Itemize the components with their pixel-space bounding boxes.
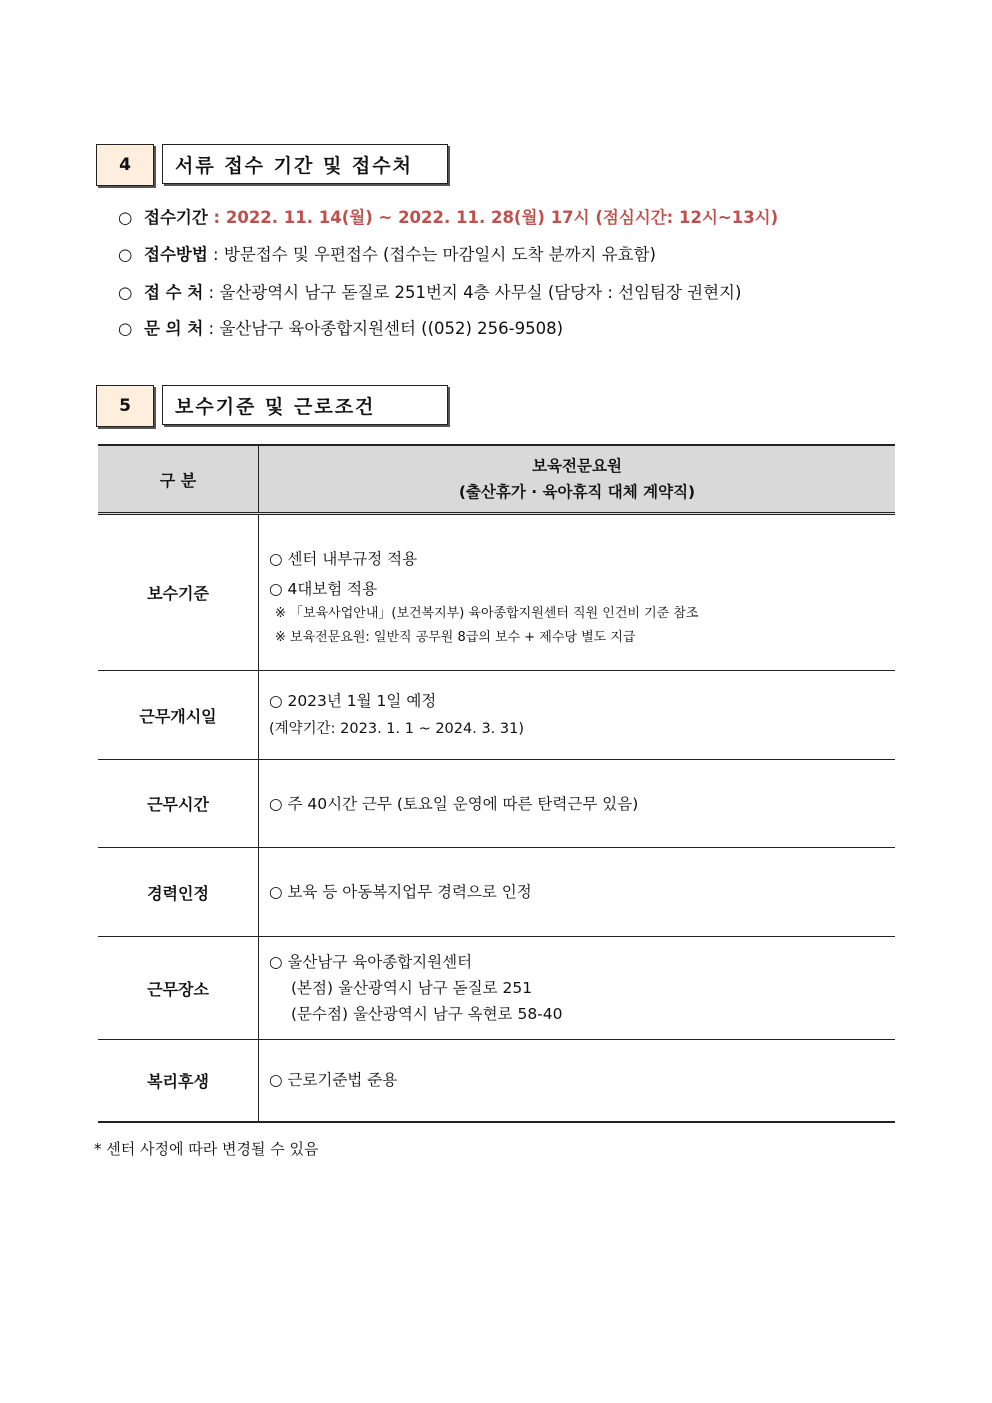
circle-bullet: ○ — [118, 208, 133, 227]
circle-bullet: ○ — [118, 283, 133, 302]
info-item-contact — [118, 319, 938, 339]
section-title: 보수기준 및 근로조건 — [162, 385, 448, 425]
circle-bullet: ○ — [118, 319, 133, 338]
row-label-career: 경력인정 — [98, 848, 259, 937]
content-line: ○ 2023년 1월 1일 예정 — [269, 692, 437, 710]
row-content-start — [259, 671, 896, 760]
content-note: ※ 「보육사업안내」(보건복지부) 육아종합지원센터 직원 인건비 기준 참조 — [275, 605, 699, 621]
content-line: ○ 근로기준법 준용 — [269, 1071, 398, 1090]
info-item-period — [118, 208, 938, 228]
info-sep: : — [207, 208, 226, 227]
table-row — [98, 671, 895, 760]
info-label: 문 의 처 — [144, 319, 204, 338]
info-value: 2022. 11. 14(월) ~ 2022. 11. 28(월) 17시 (점심시간: 12시~13시) — [225, 208, 779, 227]
info-label: 접 수 처 — [144, 283, 204, 302]
info-sep: : — [207, 245, 224, 264]
row-label-welfare: 복리후생 — [98, 1040, 259, 1122]
content-line: ○ 센터 내부규정 적용 — [269, 549, 418, 568]
row-label-start: 근무개시일 — [98, 671, 259, 760]
table-row — [98, 1040, 895, 1122]
content-line: (계약기간: 2023. 1. 1 ~ 2024. 3. 31) — [269, 721, 525, 737]
table-header-row — [98, 445, 895, 514]
section-title: 서류 접수 기간 및 접수처 — [162, 144, 448, 184]
row-label-hours: 근무시간 — [98, 760, 259, 848]
content-line: ○ 울산남구 육아종합지원센터 — [269, 953, 473, 971]
info-sep: : — [203, 283, 220, 302]
content-line: ○ 보육 등 아동복지업무 경력으로 인정 — [269, 883, 532, 901]
info-sep: : — [203, 319, 220, 338]
table-row — [98, 760, 895, 848]
row-content-pay — [259, 514, 896, 671]
header-position-title: 보육전문요원 — [532, 457, 622, 475]
info-label: 접수방법 — [144, 245, 208, 264]
conditions-table — [98, 444, 895, 1123]
info-item-place — [118, 283, 938, 303]
section-number: 5 — [96, 385, 154, 427]
content-line: (본점) 울산광역시 남구 돋질로 251 — [291, 979, 533, 997]
table-row — [98, 848, 895, 937]
info-value: 방문접수 및 우편접수 (접수는 마감일시 도착 분까지 유효함) — [223, 245, 656, 264]
info-item-method — [118, 245, 938, 265]
header-position-sub: (출산휴가 · 육아휴직 대체 계약직) — [458, 483, 696, 501]
row-content-welfare — [259, 1040, 896, 1122]
content-line: ○ 4대보험 적용 — [269, 579, 378, 598]
row-content-place — [259, 937, 896, 1040]
table-row — [98, 514, 895, 671]
circle-bullet: ○ — [118, 245, 133, 264]
content-line: (문수점) 울산광역시 남구 옥현로 58-40 — [291, 1005, 563, 1023]
header-position — [259, 445, 896, 514]
row-content-career — [259, 848, 896, 937]
row-label-place: 근무장소 — [98, 937, 259, 1040]
footnote: * 센터 사정에 따라 변경될 수 있음 — [94, 1140, 319, 1158]
content-line: ○ 주 40시간 근무 (토요일 운영에 따른 탄력근무 있음) — [269, 794, 639, 813]
section-number: 4 — [96, 144, 154, 186]
table-row — [98, 937, 895, 1040]
row-content-hours — [259, 760, 896, 848]
header-category: 구 분 — [98, 445, 259, 514]
info-value: 울산남구 육아종합지원센터 ((052) 256-9508) — [219, 319, 564, 338]
row-label-pay: 보수기준 — [98, 514, 259, 671]
info-value: 울산광역시 남구 돋질로 251번지 4층 사무실 (담당자 : 선임팀장 권현지) — [219, 283, 742, 302]
info-label: 접수기간 — [144, 208, 208, 227]
content-note: ※ 보육전문요원: 일반직 공무원 8급의 보수 + 제수당 별도 지급 — [275, 629, 636, 645]
